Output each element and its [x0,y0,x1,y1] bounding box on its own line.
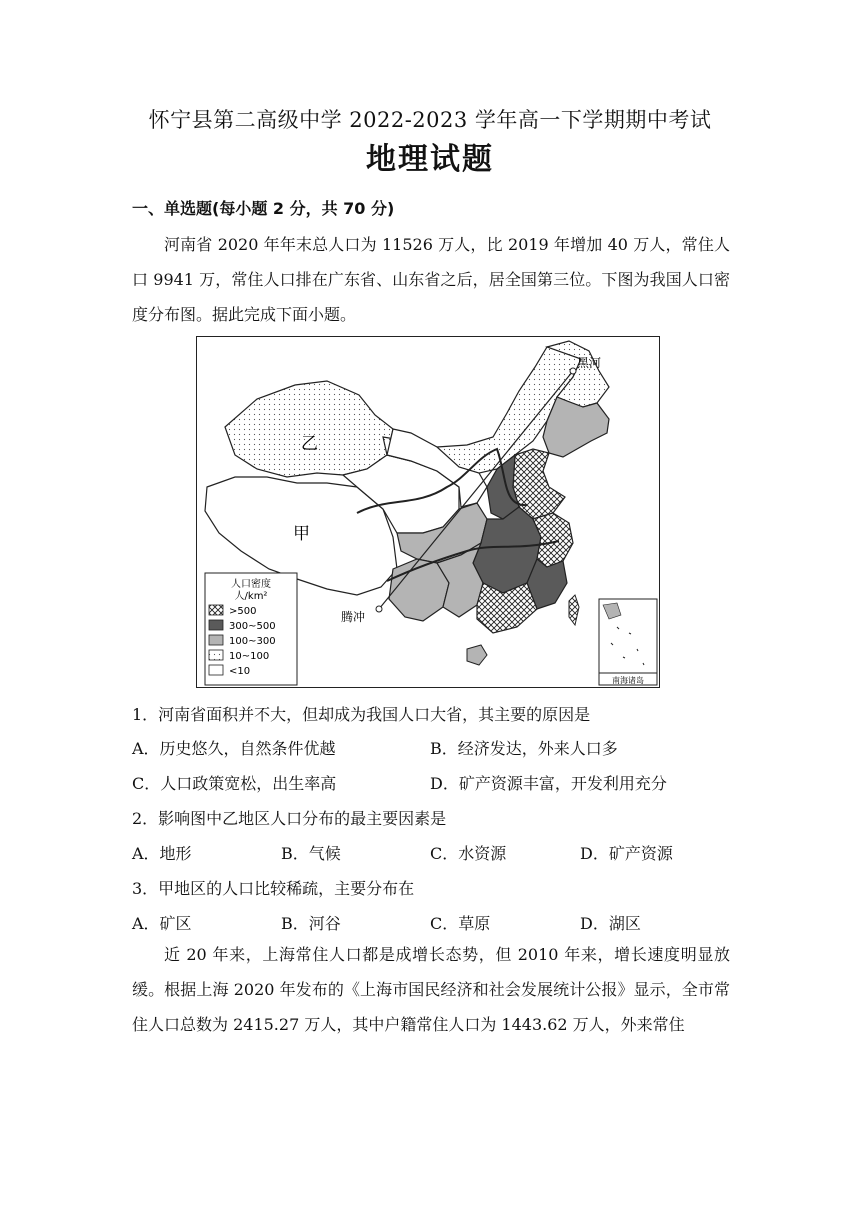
heihe-label: 黑河 [577,356,602,370]
question-2-option-c: C．水资源 [430,844,507,863]
question-1-stem: 1．河南省面积并不大，但却成为我国人口大省，其主要的原因是 [132,705,591,724]
legend-title: 人口密度 [231,579,271,590]
question-2-option-b: B．气候 [281,844,341,863]
passage-shanghai: 近 20 年来，上海常住人口都是成增长态势，但 2010 年来，增长速度明显放缓。根据上海 2020 年发布的《上海市国民经济和社会发展统计公报》显示，全市常住人口总数为 2415.27 万人，其中户籍常住人口为 1443.62 万人，外来常住 [132,945,730,1034]
question-3-option-d: D．湖区 [580,914,641,933]
question-1-option-d: D．矿产资源丰富，开发利用充分 [430,774,667,793]
heihe-point [570,368,576,374]
legend-swatch-300-500 [209,620,223,630]
legend-unit: 人/km² [234,591,268,602]
question-2-stem: 2．影响图中乙地区人口分布的最主要因素是 [132,809,447,828]
passage-henan: 河南省 2020 年年末总人口为 11526 万人，比 2019 年增加 40 万人，常住人口 9941 万，常住人口排在广东省、山东省之后，居全国第三位。下图为我国人口密度分布图。据此完成下面小题。 [132,235,730,324]
china-map-svg [197,337,659,687]
legend-label-gt500: >500 [229,606,257,617]
region-taiwan [569,595,579,625]
south-sea-label: 南海诸岛 [612,676,644,685]
region-xinjiang [225,381,393,477]
exam-title: 怀宁县第二高级中学 2022-2023 学年高一下学期期中考试 [148,108,712,132]
region-northeast [543,397,609,457]
population-density-map [196,336,660,688]
question-3-stem: 3．甲地区的人口比较稀疏，主要分布在 [132,879,415,898]
yi-label: 乙 [301,434,318,454]
question-3-option-c: C．草原 [430,914,491,933]
question-1-option-b: B．经济发达，外来人口多 [430,739,618,758]
tengchong-label: 腾冲 [341,610,366,624]
question-1-option-a: A．历史悠久，自然条件优越 [132,739,336,758]
legend-swatch-lt10 [209,665,223,675]
legend-label-lt10: <10 [229,666,251,677]
legend-label-300-500: 300~500 [229,621,276,632]
map-legend [205,573,297,685]
subject-title: 地理试题 [366,142,494,177]
jia-label: 甲 [293,524,310,544]
tengchong-point [376,606,382,612]
legend-swatch-10-100 [209,650,223,660]
question-2-option-d: D．矿产资源 [580,844,673,863]
legend-swatch-100-300 [209,635,223,645]
question-1-option-c: C．人口政策宽松，出生率高 [132,774,337,793]
question-3-option-a: A．矿区 [132,914,192,933]
question-3-option-b: B．河谷 [281,914,341,933]
question-2-option-a: A．地形 [132,844,192,863]
legend-label-100-300: 100~300 [229,636,276,647]
section-heading: 一、单选题(每小题 2 分，共 70 分) [132,199,395,218]
legend-swatch-gt500 [209,605,223,615]
legend-label-10-100: 10~100 [229,651,270,662]
region-hainan [467,645,487,665]
